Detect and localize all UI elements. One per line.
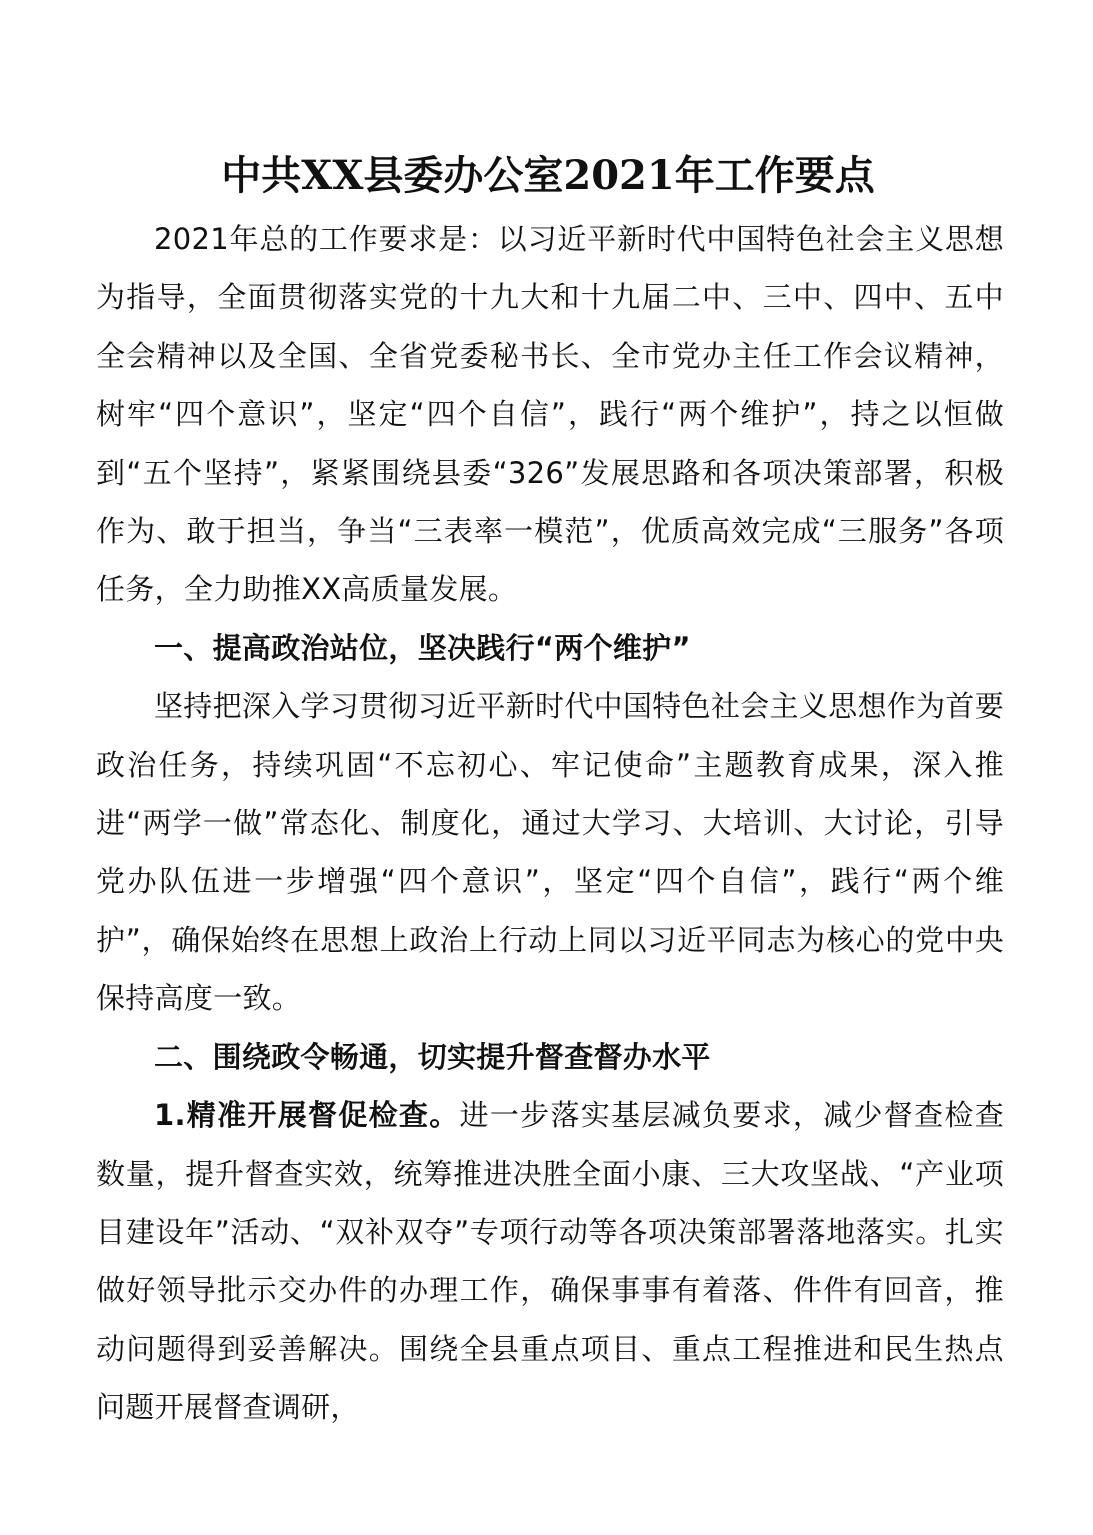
document-title: 中共XX县委办公室2021年工作要点 <box>221 152 875 199</box>
section-2-heading: 二、围绕政令畅通，切实提升督查督办水平 <box>154 1039 711 1074</box>
document-body <box>96 210 1004 1437</box>
item-1-lead: 1.精准开展督促检查。 <box>154 1098 460 1133</box>
section-1-heading: 一、提高政治站位，坚决践行“两个维护” <box>154 630 691 665</box>
intro-paragraph: 2021年总的工作要求是：以习近平新时代中国特色社会主义思想为指导，全面贯彻落实党的十九大和十九届二中、三中、四中、五中全会精神以及全国、全省党委秘书长、全市党办主任工作会议精神，树牢“四个意识”，坚定“四个自信”，践行“两个维护”，持之以恒做到“五个坚持”，紧紧围绕县委“326”发展思路和各项决策部署，积极作为、敢于担当，争当“三表率一模范”，优质高效完成“三服务”各项任务，全力助推XX高质量发展。 <box>96 222 1004 607</box>
section-1-paragraph: 坚持把深入学习贯彻习近平新时代中国特色社会主义思想作为首要政治任务，持续巩固“不忘初心、牢记使命”主题教育成果，深入推进“两学一做”常态化、制度化，通过大学习、大培训、大讨论，引导党办队伍进一步增强“四个意识”，坚定“四个自信”，践行“两个维护”，确保始终在思想上政治上行动上同以习近平同志为核心的党中央保持高度一致。 <box>96 689 1004 1016</box>
section-2-item-1-paragraph <box>96 1086 1004 1436</box>
item-1-body: 进一步落实基层减负要求，减少督查检查数量，提升督查实效，统筹推进决胜全面小康、三大攻坚战、“产业项目建设年”活动、“双补双夺”专项行动等各项决策部署落地落实。扎实做好领导批示交办件的办理工作，确保事事有着落、件件有回音，推动问题得到妥善解决。围绕全县重点项目、重点工程推进和民生热点问题开展督查调研， <box>96 1098 1004 1425</box>
